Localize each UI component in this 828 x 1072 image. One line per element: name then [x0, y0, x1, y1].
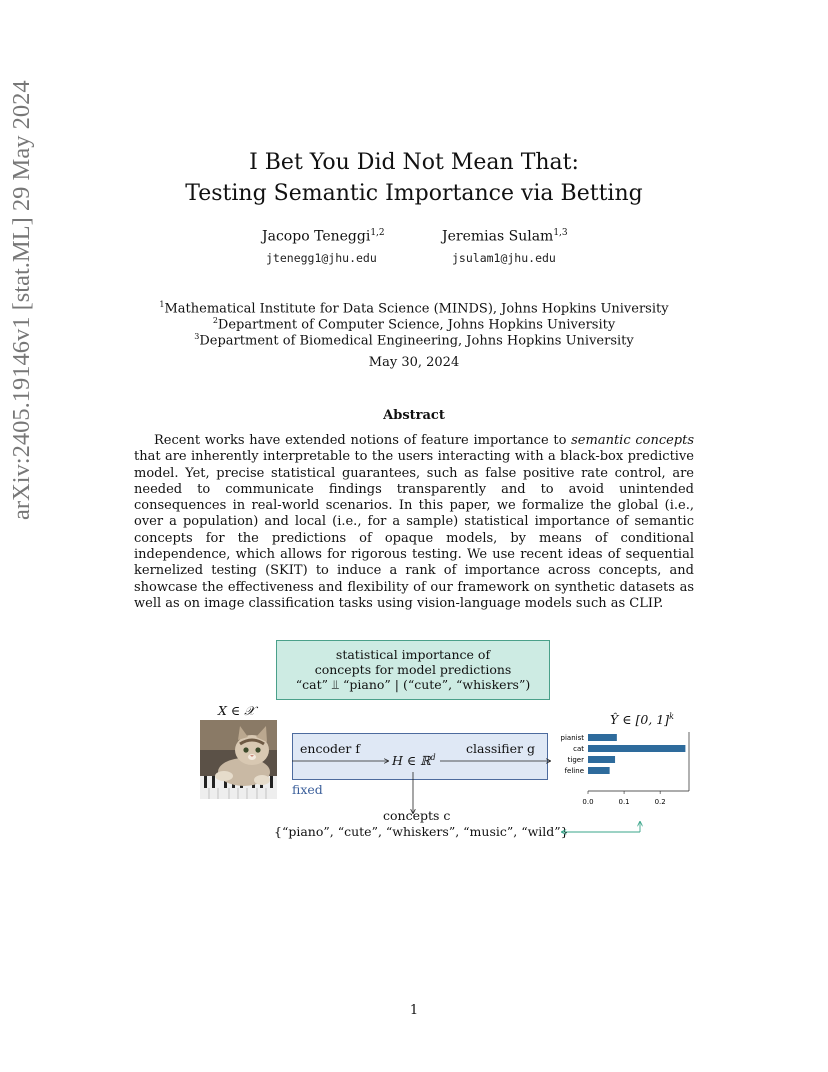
bar-feline: [588, 767, 610, 774]
concepts-list: {“piano”, “cute”, “whiskers”, “music”, “wild”}: [274, 824, 569, 839]
embedding-text: H ∈ ℝ: [392, 753, 431, 769]
bar-pianist: [588, 734, 617, 741]
output-text: Ŷ ∈ [0, 1]: [610, 712, 670, 728]
page-number: 1: [409, 1003, 419, 1018]
abstract-heading: Abstract: [383, 408, 445, 423]
author-1-email[interactable]: jtenegg1@jhu.edu: [266, 251, 377, 265]
cat-illustration: [200, 720, 277, 799]
feedback-arrow: [550, 808, 650, 838]
input-label: X ∈ 𝒳: [218, 703, 255, 718]
author-2-name: Jeremias Sulam: [442, 228, 554, 245]
affiliation-3-text: Department of Biomedical Engineering, Johns Hopkins University: [199, 333, 634, 349]
x-tick-label-2: 0.2: [654, 798, 666, 806]
concept-box-line-1: statistical importance of: [335, 647, 491, 662]
embedding-sup: d: [430, 753, 436, 762]
abstract-body: [134, 433, 694, 612]
affiliation-3: [0, 329, 828, 349]
author-1-sup: 1,2: [370, 228, 385, 238]
arxiv-stamp: arXiv:2405.19146v1 [stat.ML] 29 May 2024: [8, 80, 35, 520]
paper-title-line-2: Testing Semantic Importance via Betting: [185, 181, 643, 206]
author-2-email[interactable]: jsulam1@jhu.edu: [452, 251, 556, 265]
prediction-bar-chart: [548, 730, 708, 812]
fixed-label: fixed: [292, 782, 323, 797]
affiliation-2-sup: 2: [212, 316, 218, 325]
bar-tiger: [588, 756, 615, 763]
abstract-part-2: that are inherently interpretable to the users interacting with a black-box predictive model. Yet, precise statistical guarantees, such as false positive rate control, are needed to communicate findings transparently and to avoid unintended consequences in real-world scenarios. In this paper, we formalize the global (i.e., over a population) and local (i.e., for a sample) statistical importance of semantic concepts for the predictions of opaque models, by means of conditional independence, which allows for rigorous testing. We use recent ideas of sequential kernelized testing (SKIT) to induce a rank of importance across concepts, and showcase the effectiveness and flexibility of our framework on synthetic datasets as well as on image classification tasks using vision-language models such as CLIP.: [134, 449, 694, 611]
cat-piano-image: [200, 720, 277, 799]
affiliation-1-sup: 1: [159, 300, 165, 309]
author-1-name: Jacopo Teneggi: [262, 228, 371, 245]
encoder-label: encoder f: [300, 741, 360, 756]
concepts-label: concepts c: [383, 808, 451, 823]
bar-label-cat: cat: [573, 745, 584, 753]
concept-box-line-3: “cat” ⫫ “piano” | (“cute”, “whiskers”): [295, 677, 531, 692]
affiliation-1-text: Mathematical Institute for Data Science (MINDS), Johns Hopkins University: [164, 301, 669, 317]
author-2-sup: 1,3: [553, 228, 568, 238]
abstract-part-1: Recent works have extended notions of feature importance to: [154, 433, 572, 448]
author-1: [262, 228, 385, 245]
author-2: [442, 228, 568, 245]
affiliation-3-sup: 3: [194, 332, 200, 341]
classifier-label: classifier g: [466, 741, 535, 756]
bar-cat: [588, 745, 685, 752]
x-tick-label-0: 0.0: [582, 798, 594, 806]
publication-date: May 30, 2024: [368, 355, 460, 370]
concept-importance-box: [276, 640, 550, 700]
paper-title-line-1: I Bet You Did Not Mean That:: [249, 150, 579, 175]
output-sup: k: [669, 712, 674, 721]
bar-label-feline: feline: [564, 767, 584, 775]
bar-label-tiger: tiger: [567, 756, 584, 764]
output-label: [610, 712, 674, 727]
bar-label-pianist: pianist: [560, 734, 584, 742]
abstract-emphasis: semantic concepts: [571, 433, 695, 448]
x-tick-label-1: 0.1: [618, 798, 630, 806]
concept-box-line-2: concepts for model predictions: [314, 662, 512, 677]
affiliation-2-text: Department of Computer Science, Johns Hopkins University: [217, 317, 616, 333]
